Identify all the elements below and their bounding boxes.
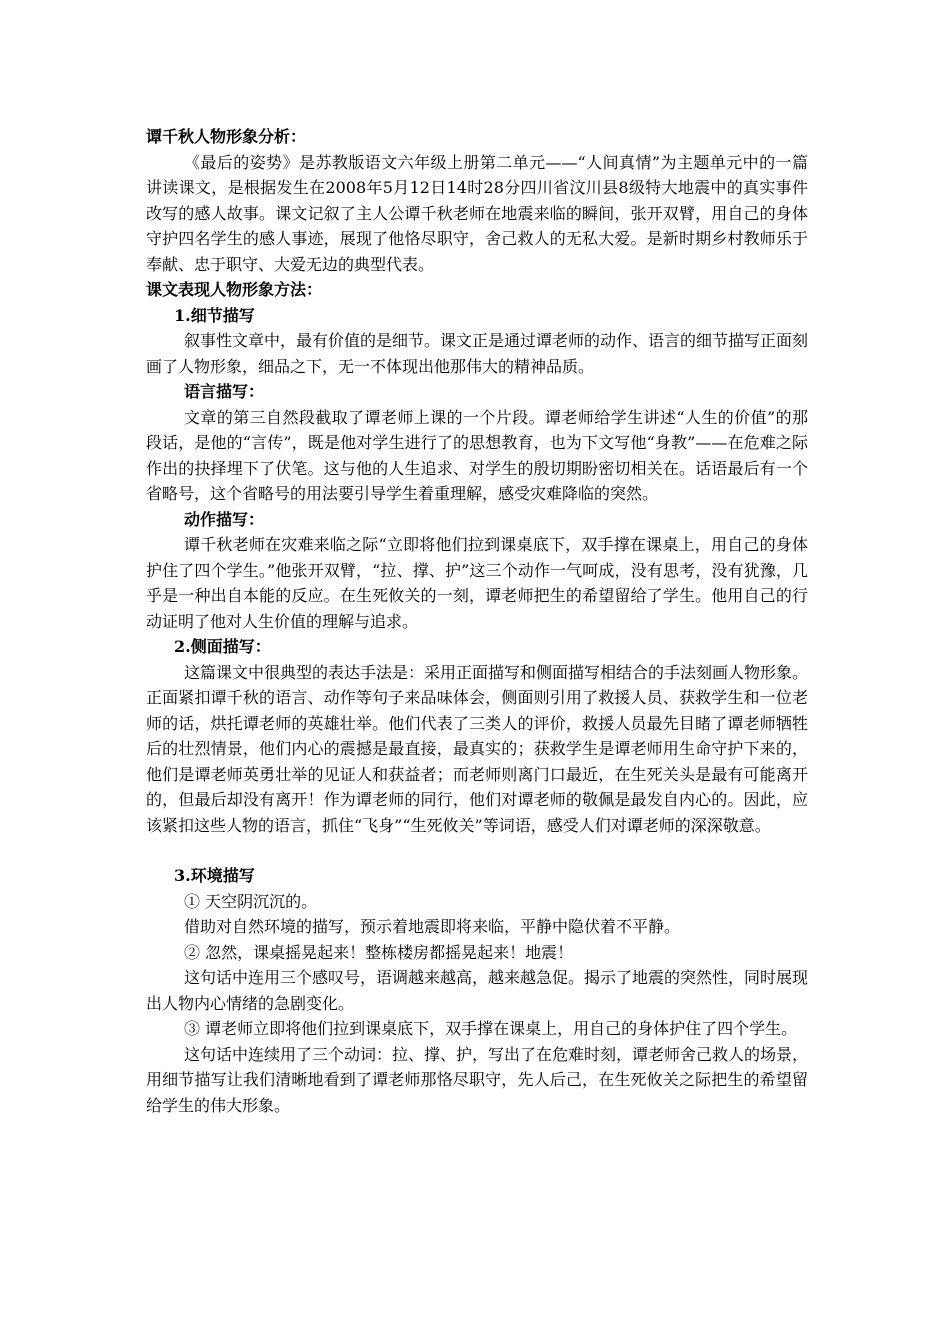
heading-side: 2.侧面描写：: [174, 637, 271, 656]
env-item: 借助对自然环境的描写，预示着地震即将来临，平静中隐伏着不平静。: [184, 917, 681, 936]
heading-language: 语言描写：: [184, 382, 265, 401]
heading-action: 动作描写：: [184, 509, 265, 529]
env-item: ② 忽然，课桌摇晃起来！整栋楼房都摇晃起来！地震！: [184, 942, 574, 962]
language-paragraph: 文章的第三自然段截取了谭老师上课的一个片段。谭老师给学生讲述“人生的价值”的那段话，是他的“言传”，既是他对学生进行了的思想教育，也为下文写他“身教”——在危难之际作出的抉择埋下了伏笔。这与他的人生追求、对学生的殷切期盼密切相关在。话语最后有一个省略号，这个省略号的用法要引导学生着重理解，感受灾难降临的突然。: [146, 407, 808, 503]
side-paragraph: 这篇课文中很典型的表达手法是：采用正面描写和侧面描写相结合的手法刻画人物形象。正面紧扣谭千秋的语言、动作等句子来品味体会，侧面则引用了救援人员、获救学生和一位老师的话，烘托谭老师的英雄壮举。他们代表了三类人的评价，救援人员最先目睹了谭老师牺牲后的壮烈情景，他们内心的震撼是最直接，最真实的；获救学生是谭老师用生命守护下来的，他们是谭老师英勇壮举的见证人和获益者；而老师则离门口最近，在生死关头是最有可能离开的，但最后却没有离开！作为谭老师的同行，他们对谭老师的敬佩是最发自内心的。因此，应该紧扣这些人物的语言，抓住“飞身”“生死攸关”等词语，感受人们对谭老师的深深敬意。: [146, 662, 809, 835]
env-item: ① 天空阴沉沉的。: [184, 891, 318, 911]
env-item: 这句话中连续用了三个动词：拉、撑、护，写出了在危难时刻，谭老师舍己救人的场景，用细节描写让我们清晰地看到了谭老师那恪尽职守，先人后己，在生死攸关之际把生的希望留给学生的伟大形象。: [146, 1044, 809, 1115]
action-paragraph: 谭千秋老师在灾难来临之际“立即将他们拉到课桌底下，双手撑在课桌上，用自己的身体护住了四个学生。”他张开双臂，“拉、撑、护”这三个动作一气呵成，没有思考，没有犹豫，几乎是一种出自本能的反应。在生死攸关的一刻，谭老师把生的希望留给了学生。他用自己的行动证明了他对人生价值的理解与追求。: [146, 535, 808, 631]
document-body: [146, 124, 808, 1118]
heading-methods: 课文表现人物形象方法：: [146, 280, 323, 299]
env-item: 这句话中连用三个感叹号，语调越来越高，越来越急促。揭示了地震的突然性，同时展现出人物内心情绪的急剧变化。: [146, 968, 809, 1013]
heading-detail: 1.细节描写: [174, 305, 255, 325]
env-item: ③ 谭老师立即将他们拉到课桌底下，双手撑在课桌上，用自己的身体护住了四个学生。: [184, 1019, 798, 1038]
detail-paragraph: 叙事性文章中，最有价值的是细节。课文正是通过谭老师的动作、语言的细节描写正面刻画了人物形象，细品之下，无一不体现出他那伟大的精神品质。: [146, 331, 809, 376]
intro-paragraph: 《最后的姿势》是苏教版语文六年级上册第二单元——“人间真情”为主题单元中的一篇讲读课文，是根据发生在2008年5月12日14时28分四川省汶川县8级特大地震中的真实事件改写的感人故事。课文记叙了主人公谭千秋老师在地震来临的瞬间，张开双臂，用自己的身体守护四名学生的感人事迹，展现了他恪尽职守，舍己救人的无私大爱。是新时期乡村教师乐于奉献、忠于职守、大爱无边的典型代表。: [146, 152, 808, 274]
heading-environment: 3.环境描写: [174, 866, 255, 885]
heading-character-analysis: 谭千秋人物形象分析：: [146, 127, 307, 146]
blank-line: [146, 838, 808, 863]
